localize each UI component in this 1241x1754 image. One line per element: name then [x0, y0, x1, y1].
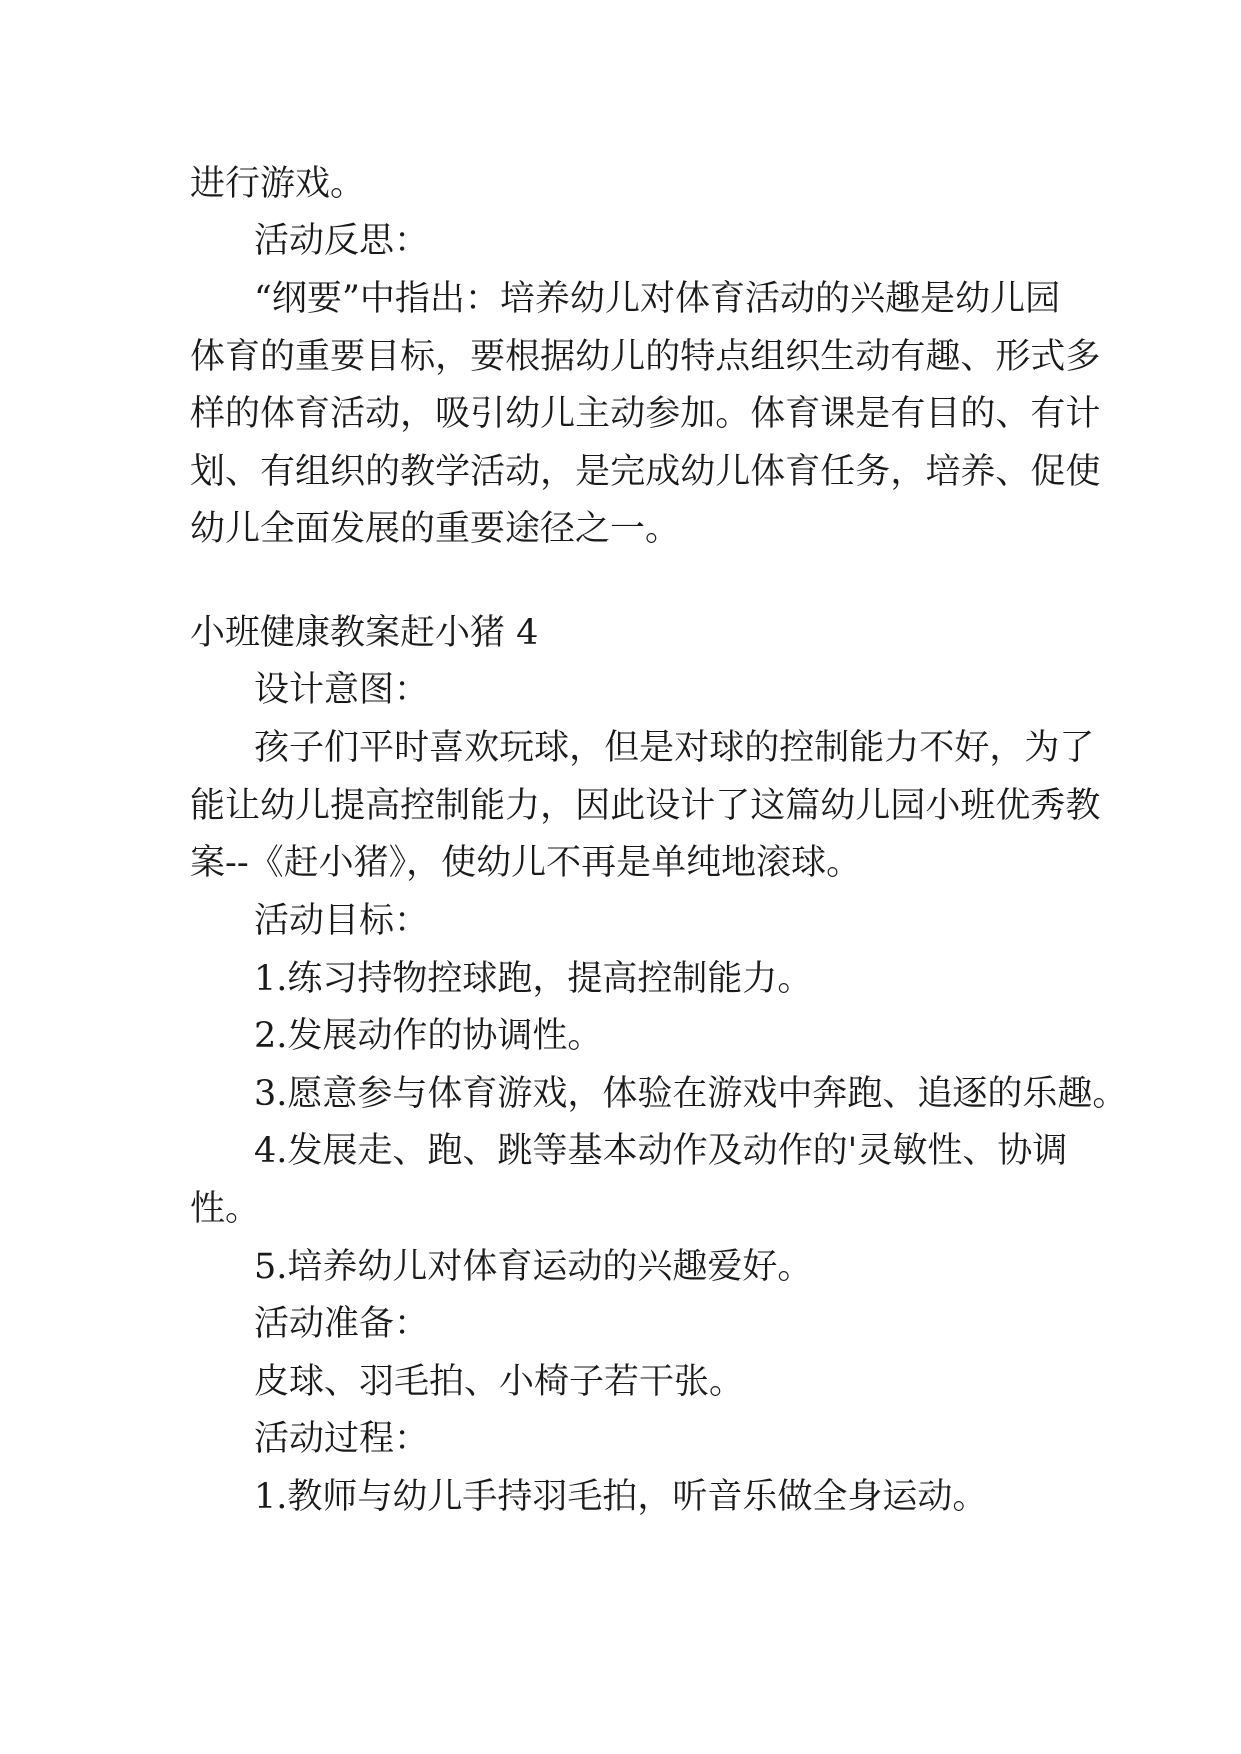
list-item: 3.愿意参与体育游戏，体验在游戏中奔跑、追逐的乐趣。	[254, 1074, 1128, 1114]
paragraph-line: 孩 子 们 平 时 喜 欢 玩 球 ， 但 是 对 球 的 控 制 能 力 不 好 ， 为 了	[254, 728, 1095, 768]
list-item: 5.培养幼儿对体育运动的兴趣爱好。	[254, 1247, 813, 1287]
paragraph-line: 幼儿全面发展的重要途径之一。	[190, 509, 681, 549]
paragraph-line: 进行游戏。	[190, 164, 366, 204]
paragraph-line: 划 、 有 组 织 的 教 学 活 动 ， 是 完 成 幼 儿 体 育 任 务 ， 培 养 、 促 使	[190, 452, 1101, 492]
paragraph-line: 体 育 的 重 要 目 标 ， 要 根 据 幼 儿 的 特 点 组 织 生 动 有 趣 、 形 式 多	[190, 337, 1101, 377]
section-heading-preparation: 活动准备：	[254, 1304, 430, 1344]
paragraph-line: 皮球、羽毛拍、小椅子若干张。	[254, 1362, 745, 1402]
paragraph-line: 能 让 幼 儿 提 高 控 制 能 力 ， 因 此 设 计 了 这 篇 幼 儿 园 小 班 优 秀 教	[190, 786, 1101, 826]
paragraph-line: “ 纲 要 ” 中 指 出 ： 培 养 幼 儿 对 体 育 活 动 的 兴 趣 是 幼 儿 园	[254, 279, 1061, 319]
paragraph-line: 案--《赶小猪》，使幼儿不再是单纯地滚球。	[190, 843, 862, 883]
section-heading-process: 活动过程：	[254, 1419, 430, 1459]
section-heading-design-intent: 设计意图：	[254, 670, 430, 710]
section-heading-reflection: 活动反思：	[254, 221, 430, 261]
section-heading-goals: 活动目标：	[254, 901, 430, 941]
document-title: 小班健康教案赶小猪 4	[190, 613, 539, 653]
paragraph-line: 样 的 体 育 活 动 ， 吸 引 幼 儿 主 动 参 加 。 体 育 课 是 有 目 的 、 有 计	[190, 394, 1101, 434]
list-item: 2.发展动作的协调性。	[254, 1016, 603, 1056]
list-item: 1.教师与幼儿手持羽毛拍，听音乐做全身运动。	[254, 1477, 988, 1517]
list-item: 4 . 发 展 走 、 跑 、 跳 等 基 本 动 作 及 动 作 的 ' 灵 敏 性 、 协 调	[254, 1131, 1068, 1171]
list-item-continuation: 性。	[190, 1189, 261, 1229]
list-item: 1.练习持物控球跑，提高控制能力。	[254, 959, 813, 999]
